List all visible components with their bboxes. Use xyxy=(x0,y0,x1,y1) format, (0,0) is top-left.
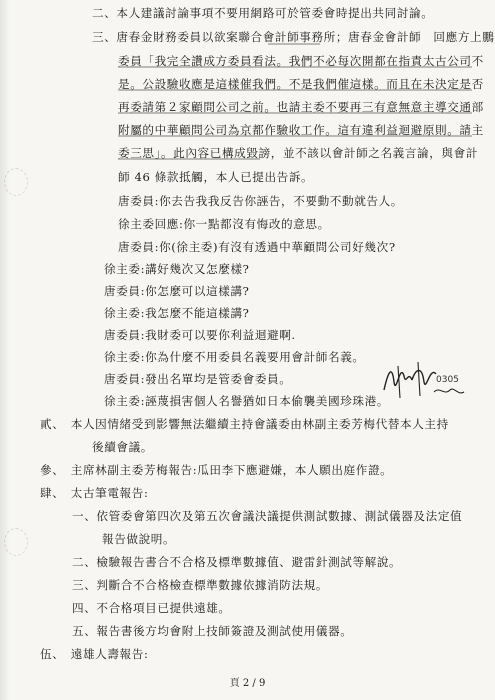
handwritten-signature xyxy=(378,352,468,416)
text-line: 唐委員:你怎麼可以這樣講? xyxy=(104,284,250,298)
text-line: 三、唐春金財務委員以欲案聯合會計師事務所；唐春金會計師 回應方上鵬 xyxy=(92,30,495,44)
text-line: 師 46 條款抵觸，本人已提出告訴。 xyxy=(118,170,314,184)
text-line: 伍、 遠雄人壽報告: xyxy=(40,647,149,661)
text-line: 貳、 本人因情緒受到影響無法繼續主持會議委由林副主委芳梅代替本人主持 xyxy=(40,417,449,431)
text-line: 是。公設驗收應是這樣催我們。不是我們催這樣。而且在未決定是否 xyxy=(118,77,484,91)
text-line: 唐委員:你去告我我反告你誣告，不要動不動就告人。 xyxy=(118,194,403,208)
text-line: 委員「我完全讚成方委員看法。我們不必每次開都在指責太古公司不 xyxy=(118,54,484,68)
text-line: 委三思」。此內容已構成毀謗，並不該以會計師之名義言論，與會計 xyxy=(118,146,479,160)
text-line: 二、本人建議討論事項不要用網路可於管委會時提出共同討論。 xyxy=(92,6,434,20)
text-line: 徐主委:誣蔑損害個人名譽猶如日本偷襲美國珍珠港。 xyxy=(104,394,389,408)
scan-shadow xyxy=(0,0,10,700)
text-line: 唐委員:你(徐主委)有沒有透過中華顧問公司好幾次? xyxy=(118,240,396,254)
svg-text:0305: 0305 xyxy=(436,375,459,385)
punch-hole-top xyxy=(4,168,28,196)
text-line: 徐主委回應:你一點都沒有悔改的意思。 xyxy=(118,217,330,231)
text-line: 附屬的中華顧問公司為京都作驗收工作。這有違利益迴避原則。請主 xyxy=(118,123,484,137)
page-number: 頁 2 / 9 xyxy=(229,678,266,689)
punch-hole-bottom xyxy=(4,528,28,556)
text-line: 報告做說明。 xyxy=(102,532,176,546)
text-line: 徐主委:你為什麼不用委員名義要用會計師名義。 xyxy=(104,350,365,364)
text-line: 一、依管委會第四次及第五次會議決議提供測試數據、測試儀器及法定值 xyxy=(72,509,463,523)
text-line: 肆、 太古筆電報告: xyxy=(40,486,149,500)
text-line: 四、不合格項目已提供遠雄。 xyxy=(72,601,231,615)
text-line: 三、判斷合不合格檢查標準數據依據消防法規。 xyxy=(72,578,329,592)
text-line: 再委請第２家顧問公司之前。也請主委不要再三有意無意主導交通部 xyxy=(118,100,484,114)
text-line: 徐主委:講好幾次又怎麼樣? xyxy=(104,262,250,276)
text-line: 後續會議。 xyxy=(92,440,153,454)
text-line: 徐主委:我怎麼不能這樣講? xyxy=(104,306,250,320)
text-line: 參、 主席林副主委芳梅報告:瓜田李下應避嫌，本人願出庭作證。 xyxy=(40,463,393,477)
text-line: 二、檢驗報告書合不合格及標準數據值、避雷針測試等解說。 xyxy=(72,555,402,569)
text-line: 唐委員:發出名單均是管委會委員。 xyxy=(104,372,292,386)
text-line: 五、報告書後方均會附上技師簽證及測試使用儀器。 xyxy=(72,624,353,638)
text-line: 唐委員:我財委可以要你利益迴避啊. xyxy=(104,328,296,342)
